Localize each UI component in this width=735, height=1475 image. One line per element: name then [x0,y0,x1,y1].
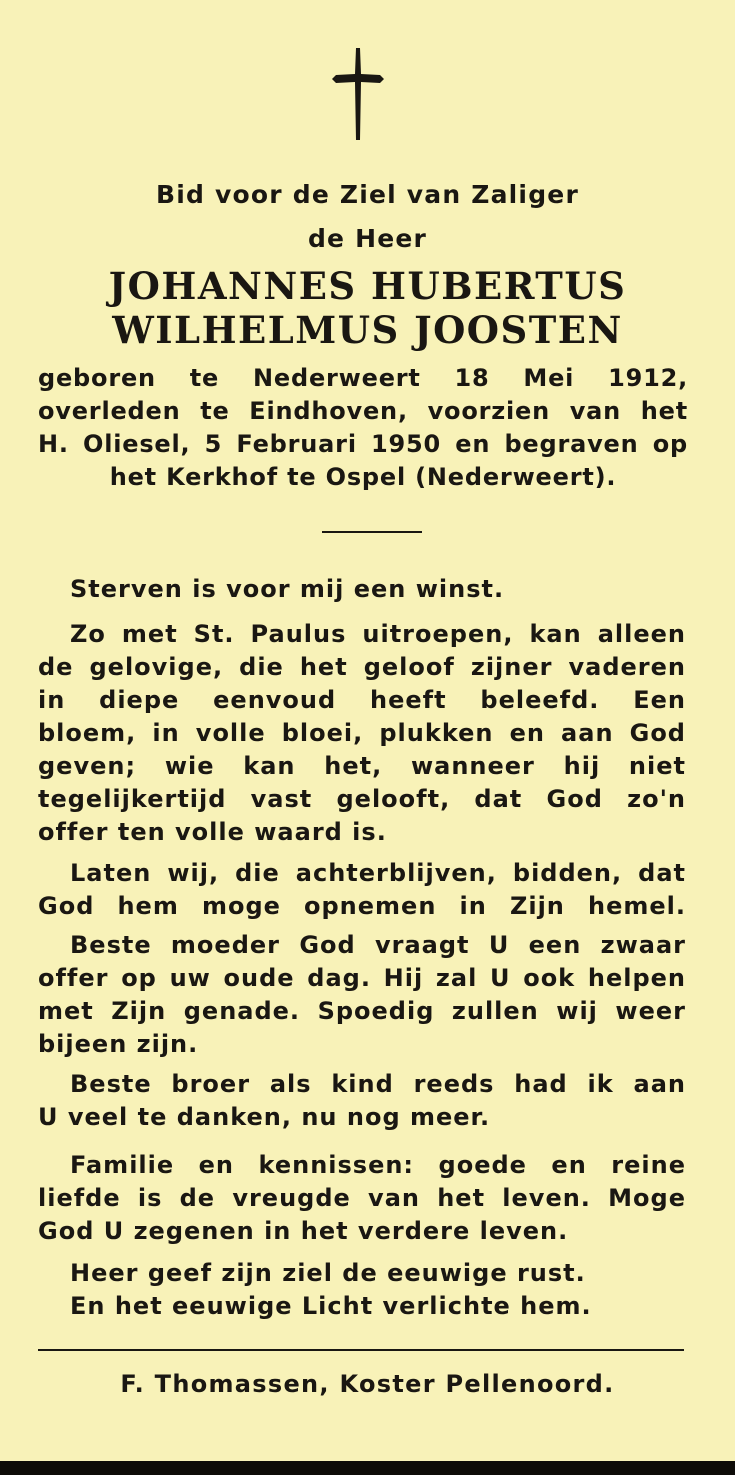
text-line: En het eeuwige Licht verlichte hem. [70,1292,592,1320]
prayer-intro: Bid voor de Ziel van Zaliger [156,180,579,209]
paragraph-reflection [38,618,686,849]
honorific: de Heer [307,224,428,253]
text-line: liefde is de vreugde van het leven. Moge [38,1184,686,1212]
details-line: geboren te Nederweert 18 Mei 1912, [38,364,688,392]
long-divider [38,1349,684,1351]
deceased-name-line-1: JOHANNES HUBERTUS [108,264,627,308]
text-line: God hem moge opnemen in Zijn hemel. [38,892,686,920]
text-line: offer ten volle waard is. [38,818,387,846]
short-divider [322,531,422,533]
text-line: bijeen zijn. [38,1030,199,1058]
details-line: overleden te Eindhoven, voorzien van het [38,397,688,425]
cross-icon [330,46,386,142]
paragraph-family [38,1149,686,1248]
printer-credit: F. Thomassen, Koster Pellenoord. [120,1370,615,1398]
text-line: Beste broer als kind reeds had ik aan [70,1070,686,1098]
paragraph-mother [38,929,686,1061]
text-line: de gelovige, die het geloof zijner vaderen [38,653,686,681]
text-line: Zo met St. Paulus uitroepen, kan alleen [70,620,686,648]
text-line: met Zijn genade. Spoedig zullen wij weer [38,997,686,1025]
paragraph-brother [38,1068,686,1134]
text-line: God U zegenen in het verdere leven. [38,1217,569,1245]
text-line: Heer geef zijn ziel de eeuwige rust. [70,1259,586,1287]
paragraph-motto [38,573,686,606]
text-line: Laten wij, die achterblijven, bidden, dat [70,859,686,887]
text-line: U veel te danken, nu nog meer. [38,1103,491,1131]
text-line: Sterven is voor mij een winst. [70,575,505,603]
text-line: offer op uw oude dag. Hij zal U ook helpen [38,964,686,992]
deceased-name-line-2: WILHELMUS JOOSTEN [112,308,623,352]
text-line: bloem, in volle bloei, plukken en aan God [38,719,686,747]
text-line: Beste moeder God vraagt U een zwaar [70,931,686,959]
text-line: geven; wie kan het, wanneer hij niet [38,752,686,780]
details-line: H. Oliesel, 5 Februari 1950 en begraven op [38,430,688,458]
text-line: in diepe eenvoud heeft beleefd. Een [38,686,686,714]
paragraph-closing-prayer [38,1257,686,1323]
text-line: Familie en kennissen: goede en reine [70,1151,686,1179]
paragraph-prayer [38,857,686,923]
details-line: het Kerkhof te Ospel (Nederweert). [109,463,617,491]
life-details [38,362,688,494]
text-line: tegelijkertijd vast gelooft, dat God zo'n [38,785,686,813]
